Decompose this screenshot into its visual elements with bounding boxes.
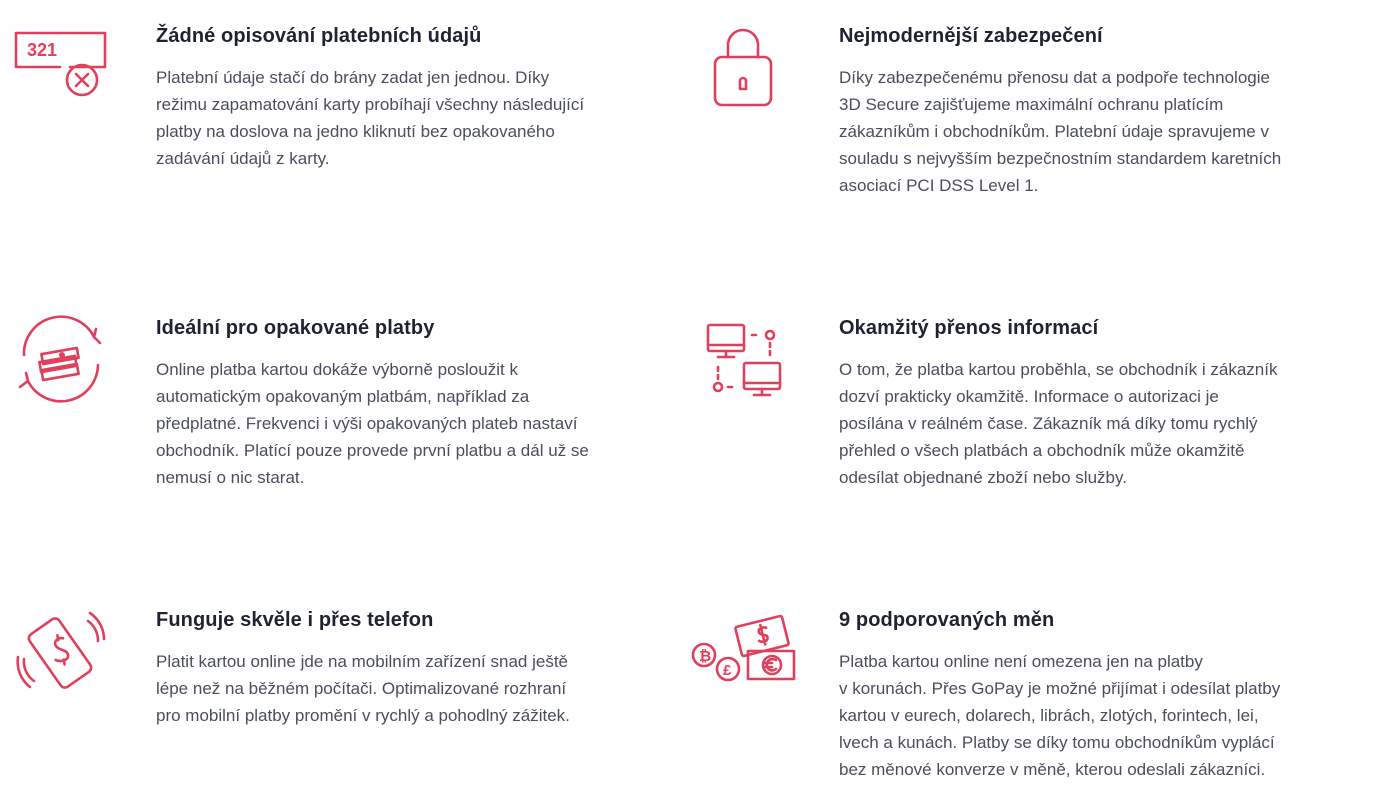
padlock-icon xyxy=(690,25,800,115)
svg-text:£: £ xyxy=(723,662,732,679)
recurring-money-icon xyxy=(10,315,120,405)
feature-description: Platba kartou online není omezena jen na platby v korunách. Přes GoPay je možné přijímat i odesílat platby kartou v eurech, dolarech, librách, zlotých, forintech, lei, lvech a kunách. Platby se díky tomu obchodníkům vyplácí bez měnové konverze v měně, kterou odeslali zákazníci. xyxy=(839,652,1281,779)
svg-text:321: 321 xyxy=(27,40,58,60)
card-cvv-cancel-icon xyxy=(10,25,120,115)
feature-description: Platební údaje stačí do brány zadat jen jednou. Díky režimu zapamatování karty probíhají všechny následující platby na doslova na jedno kliknutí bez opakovaného zadávání údajů z karty. xyxy=(156,68,585,168)
feature-title: 9 podporovaných měn xyxy=(839,609,1055,631)
currencies-icon xyxy=(690,607,800,697)
feature-title: Ideální pro opakované platby xyxy=(156,317,435,339)
feature-description: Platit kartou online jde na mobilním zařízení snad ještě lépe než na běžném počítači. Optimalizované rozhraní pro mobilní platby promění v rychlý a pohodlný zážitek. xyxy=(156,652,570,725)
feature-title: Okamžitý přenos informací xyxy=(839,317,1099,339)
feature-description: Online platba kartou dokáže výborně posloužit k automatickým opakovaným platbám, například za předplatné. Frekvenci i výši opakovaných plateb nastaví obchodník. Platící pouze provede první platbu a dál už se nemusí o nic starat. xyxy=(156,360,589,487)
feature-description: O tom, že platba kartou proběhla, se obchodník i zákazník dozví prakticky okamžitě. Informace o autorizaci je posílána v reálném čase. Zákazník má díky tomu rychlý přehled o všech platbách a obchodník může okamžitě odesílat objednané zboží nebo služby. xyxy=(839,360,1278,487)
svg-text:₿: ₿ xyxy=(699,648,712,665)
computers-transfer-icon xyxy=(690,315,800,405)
feature-description: Díky zabezpečenému přenosu dat a podpoře technologie 3D Secure zajišťujeme maximální ochranu platícím zákazníkům i obchodníkům. Platební údaje spravujeme v souladu s nejvyšším bezpečnostním standardem karetních asociací PCI DSS Level 1. xyxy=(839,68,1282,195)
phone-dollar-icon xyxy=(10,607,120,697)
feature-title: Žádné opisování platebních údajů xyxy=(156,25,482,47)
feature-title: Nejmodernější zabezpečení xyxy=(839,25,1103,47)
feature-title: Funguje skvěle i přes telefon xyxy=(156,609,434,631)
